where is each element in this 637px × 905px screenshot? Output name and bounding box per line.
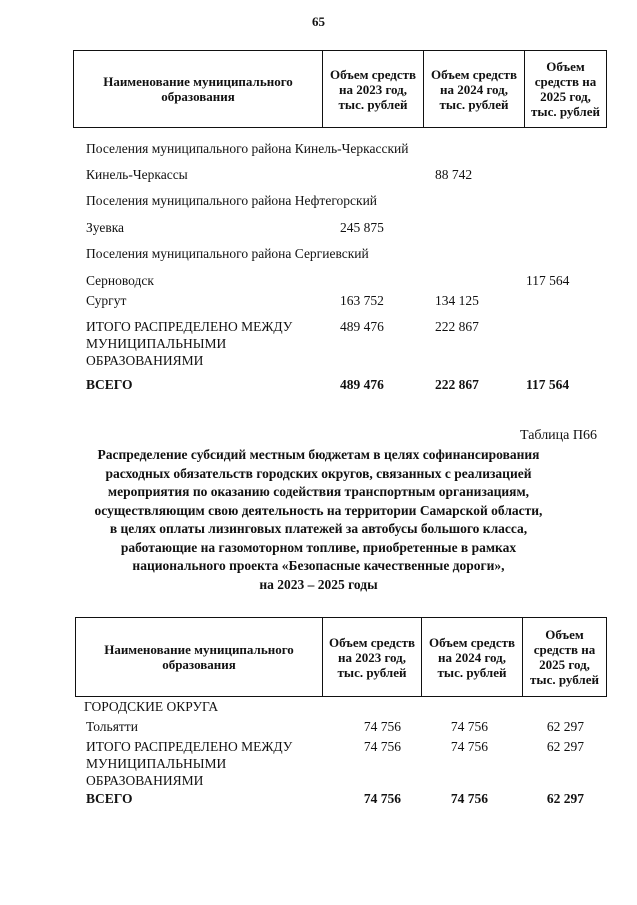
table-title (40, 446, 597, 594)
table2-total-2024: 74 756 (450, 791, 488, 806)
table2-subtotal-2025: 62 297 (546, 739, 584, 754)
table1-subtotal-label: ИТОГО РАСПРЕДЕЛЕНО МЕЖДУ МУНИЦИПАЛЬНЫМИ ОБРАЗОВАНИЯМИ (86, 319, 293, 368)
table1-header-name: Наименование муниципального образования (74, 51, 323, 128)
title-line: национального проекта «Безопасные качественные дороги», (132, 558, 505, 573)
table1-subtotal-2024: 222 867 (435, 319, 479, 334)
table2-header-2025: Объем средств на 2025 год, тыс. рублей (523, 618, 607, 697)
table1-row-name: Сургут (86, 293, 127, 308)
table1-header-2023: Объем средств на 2023 год, тыс. рублей (323, 51, 424, 128)
table2-header-name: Наименование муниципального образования (76, 618, 323, 697)
table1-value-2023: 163 752 (340, 293, 384, 308)
title-line: на 2023 – 2025 годы (259, 576, 378, 592)
table2-subtotal-label: ИТОГО РАСПРЕДЕЛЕНО МЕЖДУ МУНИЦИПАЛЬНЫМИ ОБРАЗОВАНИЯМИ (86, 739, 293, 788)
table2-value-2023: 74 756 (363, 719, 401, 734)
table1-row-name: Зуевка (86, 220, 125, 235)
table2-subtotal-2024: 74 756 (450, 739, 488, 754)
table1-value-2023: 245 875 (340, 220, 384, 235)
table2-row-name: Тольятти (86, 719, 138, 734)
title-line: в целях оплаты лизинговых платежей за автобусы большого класса, (109, 521, 528, 536)
table-label: Таблица П66 (520, 428, 597, 443)
table1-total-2025: 117 564 (526, 377, 570, 392)
table1-value-2025: 117 564 (526, 273, 570, 288)
title-line: Распределение субсидий местным бюджетам в целях софинансирования (97, 447, 540, 462)
title-line: осуществляющим свою деятельность на территории Самарской области, (94, 502, 543, 518)
table2-group-label: ГОРОДСКИЕ ОКРУГА (84, 699, 219, 714)
table2-header-2024: Объем средств на 2024 год, тыс. рублей (422, 618, 523, 697)
table2-subtotal-2023: 74 756 (363, 739, 401, 754)
table2-total-2023: 74 756 (363, 791, 401, 806)
table1-group-label: Поселения муниципального района Нефтегорский (86, 193, 378, 208)
page-number: 65 (312, 14, 325, 29)
table1-row-name: Серноводск (86, 273, 154, 288)
table1-total-2024: 222 867 (435, 377, 479, 392)
title-line: расходных обязательств городских округов, связанных с реализацией (105, 465, 532, 481)
table1-value-2024: 134 125 (435, 293, 479, 308)
table1-row-name: Кинель-Черкассы (86, 167, 188, 182)
table2-value-2024: 74 756 (450, 719, 488, 734)
table1-header (73, 50, 607, 128)
title-line: мероприятия по оказанию содействия транспортным организациям, (107, 484, 530, 499)
title-line: работающие на газомоторном топливе, приобретенные в рамках (120, 539, 517, 555)
table2-total-2025: 62 297 (546, 791, 584, 806)
table2-header (75, 617, 607, 697)
table2-value-2025: 62 297 (546, 719, 584, 734)
table1-header-2025: Объем средств на 2025 год, тыс. рублей (525, 51, 607, 128)
table2-total-label: ВСЕГО (86, 791, 133, 806)
table1-total-label: ВСЕГО (86, 377, 133, 392)
table1-subtotal-2023: 489 476 (340, 319, 384, 334)
table1-header-2024: Объем средств на 2024 год, тыс. рублей (424, 51, 525, 128)
table1-group-label: Поселения муниципального района Кинель-Черкасский (86, 141, 409, 156)
table1-total-2023: 489 476 (340, 377, 384, 392)
table1-value-2024: 88 742 (435, 167, 473, 182)
table1-group-label: Поселения муниципального района Сергиевский (86, 246, 369, 261)
table2-header-2023: Объем средств на 2023 год, тыс. рублей (323, 618, 422, 697)
